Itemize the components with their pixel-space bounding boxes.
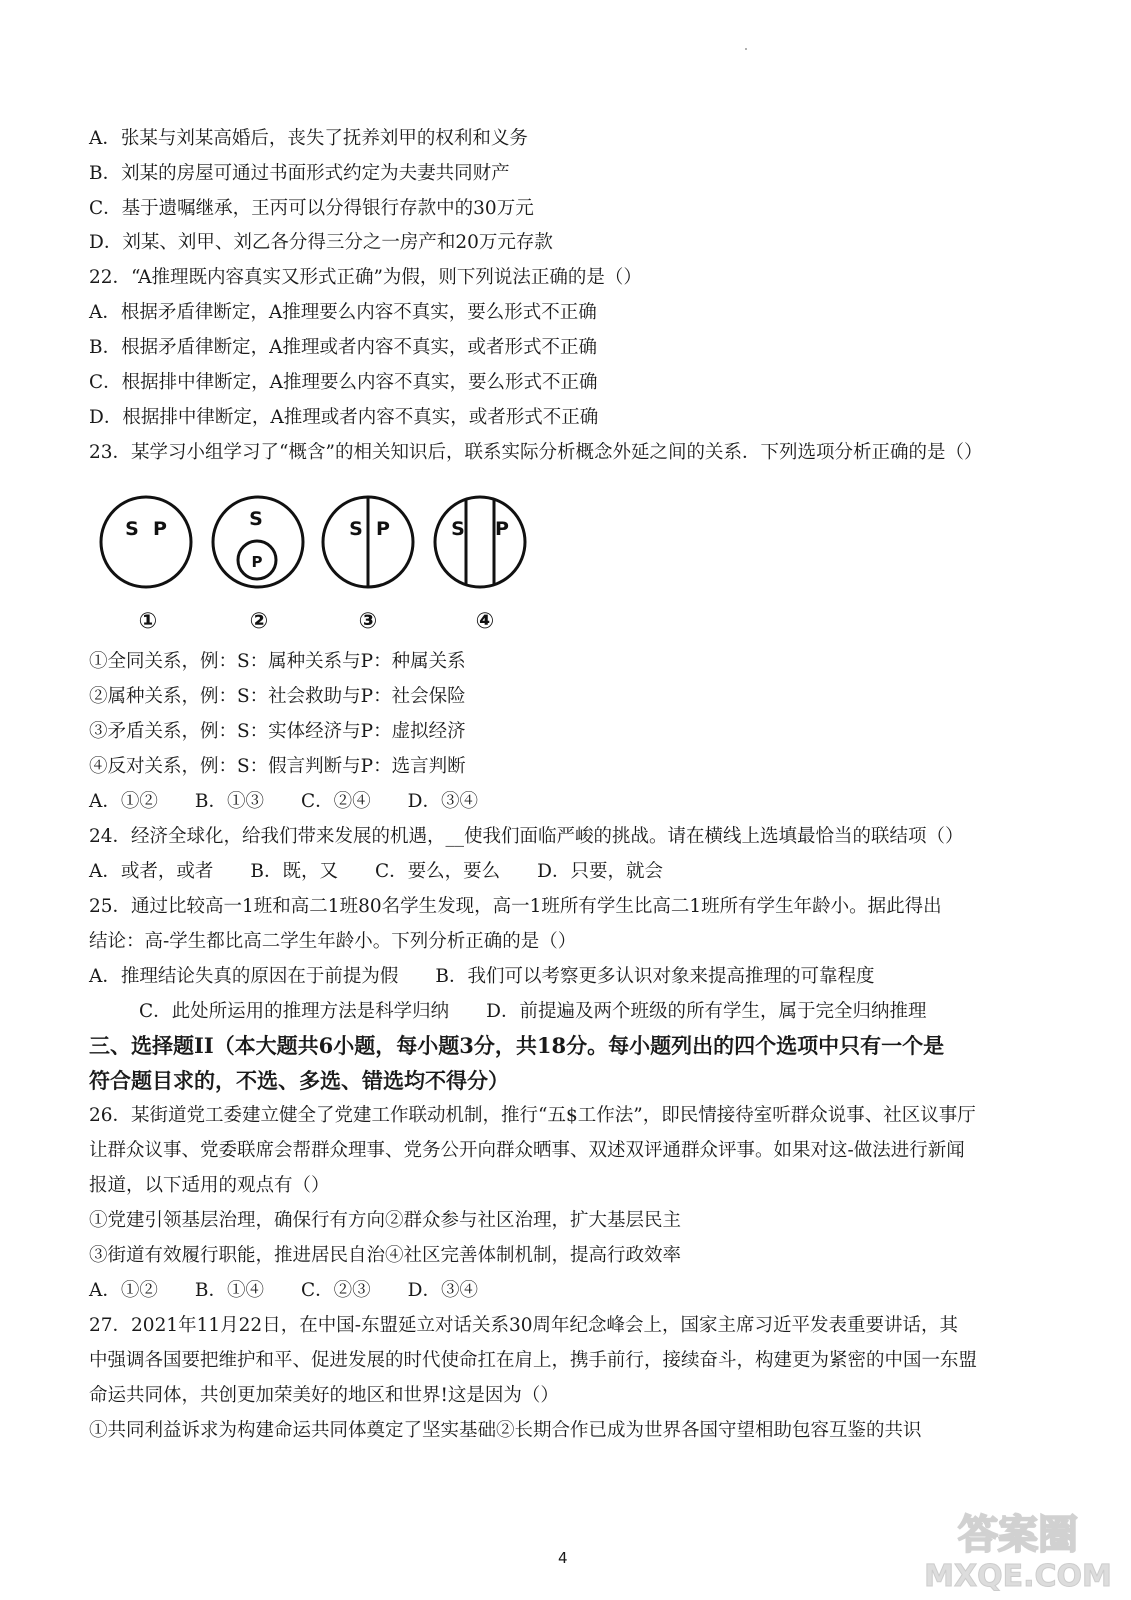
watermark-top-text: 答案圈 [958,1512,1078,1558]
question-27-line3: 命运共同体，共创更加荣美好的地区和世界!这是因为（） [89,1385,559,1406]
option-21c: C．基于遗嘱继承，王丙可以分得银行存款中的30万元 [89,198,534,219]
statement-23-4: ④反对关系，例：S：假言判断与P：选言判断 [89,756,466,777]
question-27-line1: 27．2021年11月22日，在中国-东盟延立对话关系30周年纪念峰会上，国家主席习近平发表重要讲话，其 [89,1315,958,1336]
label-s-4: S [451,518,465,540]
label-s-2: S [249,508,263,530]
concept-relation-diagram [92,490,542,640]
watermark-logo [918,1500,1118,1595]
caption-3: ③ [358,609,378,634]
question-26-line2: 让群众议事、党委联席会帮群众理事、党务公开向群众晒事、双述双评通群众评事。如果对这-做法进行新闻 [89,1140,965,1161]
statement-26-12: ①党建引领基层治理，确保行有方向②群众参与社区治理，扩大基层民主 [89,1210,682,1231]
question-26-line1: 26．某街道党工委建立健全了党建工作联动机制，推行“五$工作法”，即民情接待室听群众说事、社区议事厅 [89,1105,976,1126]
options-26: A．①② B．①④ C．②③ D．③④ [89,1280,478,1301]
question-27-line2: 中强调各国要把维护和平、促进发展的时代使命扛在肩上，携手前行，接续奋斗，构建更为紧密的中国一东盟 [89,1350,978,1371]
caption-4: ④ [475,609,495,634]
label-p-2: P [251,553,263,571]
section-heading-line2: 符合题目求的，不选、多选、错选均不得分） [89,1068,509,1093]
question-26-line3: 报道，以下适用的观点有（） [89,1175,330,1196]
option-22a: A．根据矛盾律断定，A推理要么内容不真实，要么形式不正确 [89,302,597,323]
label-s-3: S [349,518,363,540]
question-25-line1: 25．通过比较高一1班和高二1班80名学生发现，高一1班所有学生比高二1班所有学生年龄小。据此得出 [89,896,942,917]
question-22: 22．“A推理既内容真实又形式正确”为假，则下列说法正确的是（） [89,267,642,288]
statement-23-2: ②属种关系，例：S：社会救助与P：社会保险 [89,686,466,707]
option-21a: A．张某与刘某高婚后，丧失了抚养刘甲的权利和义务 [89,128,528,149]
option-22c: C．根据排中律断定，A推理要么内容不真实，要么形式不正确 [89,372,598,393]
label-p-4: P [495,518,509,540]
question-23: 23．某学习小组学习了“概含”的相关知识后，联系实际分析概念外延之间的关系．下列选项分析正确的是（） [89,442,983,463]
page-number: 4 [558,1549,568,1567]
section-heading-line1: 三、选择题II（本大题共6小题，每小题3分，共18分。每小题列出的四个选项中只有一个是 [89,1033,945,1058]
option-22b: B．根据矛盾律断定，A推理或者内容不真实，或者形式不正确 [89,337,597,358]
question-25-line2: 结论：高-学生都比高二学生年龄小。下列分析正确的是（） [89,931,577,952]
option-21d: D．刘某、刘甲、刘乙各分得三分之一房产和20万元存款 [89,232,553,253]
speck [745,48,747,50]
label-p-3: P [376,518,390,540]
options-25-ab: A．推理结论失真的原因在于前提为假 B．我们可以考察更多认识对象来提高推理的可靠程度 [89,966,875,987]
option-21b: B．刘某的房屋可通过书面形式约定为夫妻共同财产 [89,163,510,184]
option-22d: D．根据排中律断定，A推理或者内容不真实，或者形式不正确 [89,407,599,428]
caption-1: ① [138,609,158,634]
options-25-cd: C．此处所运用的推理方法是科学归纳 D．前提遍及两个班级的所有学生，属于完全归纳推理 [139,1001,927,1022]
question-24: 24．经济全球化，给我们带来发展的机遇，__使我们面临严峻的挑战。请在横线上选填最恰当的联结项（） [89,826,964,847]
watermark-bottom-text: MXQE.COM [924,1559,1112,1594]
caption-2: ② [249,609,269,634]
statement-26-34: ③街道有效履行职能，推进居民自治④社区完善体制机制，提高行政效率 [89,1245,682,1266]
options-23: A．①② B．①③ C．②④ D．③④ [89,791,478,812]
statement-27-12: ①共同利益诉求为构建命运共同体奠定了坚实基础②长期合作已成为世界各国守望相助包容互鉴的共识 [89,1420,922,1441]
circle-4 [435,497,525,587]
statement-23-1: ①全同关系，例：S：属种关系与P：种属关系 [89,651,466,672]
statement-23-3: ③矛盾关系，例：S：实体经济与P：虚拟经济 [89,721,466,742]
options-24: A．或者，或者 B．既，又 C．要么，要么 D．只要，就会 [89,861,663,882]
label-p-1: P [153,518,167,540]
circle-1 [101,497,191,587]
label-s-1: S [125,518,139,540]
